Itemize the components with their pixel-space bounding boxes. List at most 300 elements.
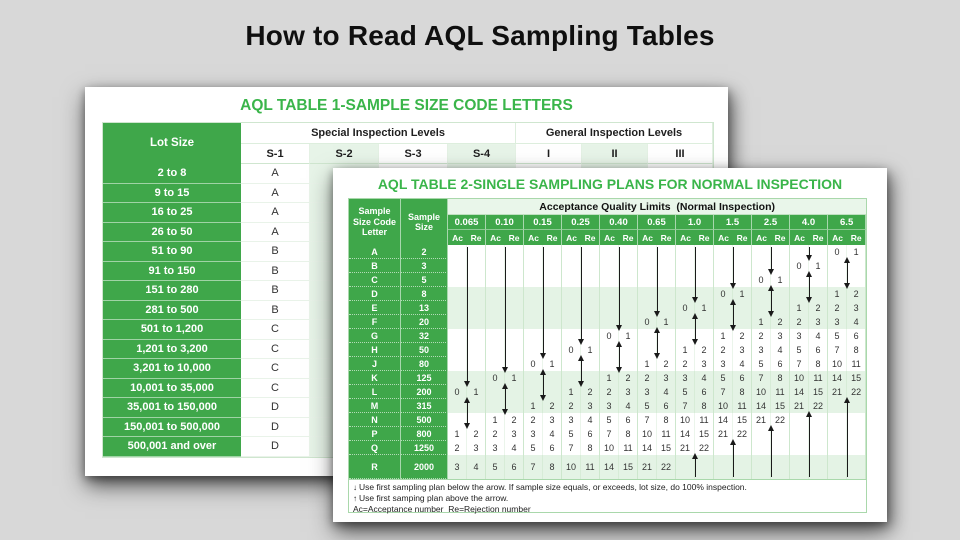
ac-value-cell: 1 — [638, 357, 657, 371]
re-value-cell — [581, 301, 600, 315]
ac-value-cell: 5 — [828, 329, 847, 343]
ac-value-cell: 21 — [714, 427, 733, 441]
code-letter-cell: A — [241, 164, 310, 184]
lot-size-cell: 10,001 to 35,000 — [103, 379, 241, 399]
re-value-cell: 3 — [543, 413, 562, 427]
re-value-cell: 6 — [505, 455, 524, 479]
re-value-cell — [733, 441, 752, 455]
re-value-cell: 4 — [581, 413, 600, 427]
ac-value-cell — [600, 357, 619, 371]
ac-value-cell: 3 — [448, 455, 467, 479]
code-letter-cell: J — [349, 357, 401, 371]
re-value-cell: 11 — [733, 399, 752, 413]
table2-title: AQL TABLE 2-SINGLE SAMPLING PLANS FOR NORMAL INSPECTION — [377, 176, 843, 192]
re-value-cell — [543, 343, 562, 357]
ac-value-cell — [448, 245, 467, 259]
re-value-cell — [505, 245, 524, 259]
ac-header: Ac — [600, 230, 619, 245]
re-value-cell — [657, 245, 676, 259]
ac-value-cell — [448, 287, 467, 301]
re-value-cell — [733, 301, 752, 315]
re-value-cell: 1 — [695, 301, 714, 315]
ac-value-cell — [828, 427, 847, 441]
sample-size-cell: 3 — [401, 259, 448, 273]
sample-size-cell: 315 — [401, 399, 448, 413]
re-value-cell: 3 — [847, 301, 866, 315]
ac-value-cell: 1 — [752, 315, 771, 329]
ac-value-cell — [562, 357, 581, 371]
lot-size-cell: 500,001 and over — [103, 437, 241, 457]
table-row — [349, 301, 866, 315]
ac-value-cell — [562, 245, 581, 259]
aql-value-header: 4.0 — [790, 215, 828, 230]
sample-size-cell: 50 — [401, 343, 448, 357]
re-header: Re — [809, 230, 828, 245]
lot-size-cell: 35,001 to 150,000 — [103, 398, 241, 418]
re-value-cell — [505, 399, 524, 413]
re-value-cell: 1 — [809, 259, 828, 273]
re-value-cell — [695, 287, 714, 301]
re-value-cell — [847, 441, 866, 455]
ac-value-cell: 0 — [828, 245, 847, 259]
re-value-cell: 22 — [809, 399, 828, 413]
ac-value-cell: 14 — [714, 413, 733, 427]
re-value-cell — [847, 413, 866, 427]
sample-size-cell: 80 — [401, 357, 448, 371]
footnote-text: Use first samping plan above the arrow. — [359, 493, 509, 503]
level-s1-header: S-1 — [241, 144, 310, 164]
re-value-cell — [543, 329, 562, 343]
ac-value-cell: 7 — [676, 399, 695, 413]
ac-value-cell: 3 — [676, 371, 695, 385]
re-value-cell — [695, 273, 714, 287]
ac-value-cell: 2 — [448, 441, 467, 455]
ac-value-cell: 2 — [638, 371, 657, 385]
re-value-cell: 2 — [505, 413, 524, 427]
re-value-cell — [619, 273, 638, 287]
ac-value-cell — [486, 329, 505, 343]
ac-value-cell — [524, 273, 543, 287]
re-value-cell — [771, 455, 790, 479]
re-value-cell — [467, 329, 486, 343]
ac-value-cell — [524, 315, 543, 329]
re-header: Re — [695, 230, 714, 245]
re-value-cell: 3 — [695, 357, 714, 371]
ac-value-cell — [752, 455, 771, 479]
sample-size-cell: 2 — [401, 245, 448, 259]
ac-value-cell: 10 — [828, 357, 847, 371]
re-value-cell: 1 — [581, 343, 600, 357]
ac-value-cell: 7 — [524, 455, 543, 479]
ac-value-cell — [676, 329, 695, 343]
code-letter-cell: B — [241, 301, 310, 321]
ac-value-cell — [486, 287, 505, 301]
re-value-cell: 8 — [657, 413, 676, 427]
ac-value-cell — [828, 273, 847, 287]
sample-size-cell: 1250 — [401, 441, 448, 455]
ac-value-cell — [714, 273, 733, 287]
ac-value-cell — [752, 287, 771, 301]
re-value-cell — [809, 287, 828, 301]
re-value-cell: 3 — [733, 343, 752, 357]
re-value-cell: 6 — [695, 385, 714, 399]
code-letter-cell: L — [349, 385, 401, 399]
re-value-cell: 1 — [543, 357, 562, 371]
re-value-cell: 15 — [733, 413, 752, 427]
re-value-cell — [543, 273, 562, 287]
re-value-cell: 2 — [543, 399, 562, 413]
ac-value-cell: 10 — [600, 441, 619, 455]
table-row — [349, 273, 866, 287]
ac-value-cell — [562, 301, 581, 315]
re-value-cell: 3 — [657, 371, 676, 385]
code-letter-cell: C — [241, 359, 310, 379]
ac-value-cell: 3 — [790, 329, 809, 343]
re-value-cell — [733, 245, 752, 259]
ac-value-cell — [486, 357, 505, 371]
ac-value-cell — [828, 455, 847, 479]
ac-value-cell: 10 — [714, 399, 733, 413]
ac-value-cell: 5 — [600, 413, 619, 427]
re-value-cell — [467, 245, 486, 259]
lot-size-cell: 51 to 90 — [103, 242, 241, 262]
ac-header: Ac — [752, 230, 771, 245]
aql-value-header: 0.25 — [562, 215, 600, 230]
table2-body — [349, 245, 866, 479]
aql-value-header: 0.15 — [524, 215, 562, 230]
aql-table2-card — [333, 168, 887, 522]
re-value-cell: 1 — [733, 287, 752, 301]
code-letter-cell: D — [349, 287, 401, 301]
level-i-header: I — [516, 144, 582, 164]
ac-value-cell: 7 — [714, 385, 733, 399]
ac-value-cell: 3 — [714, 357, 733, 371]
re-value-cell: 3 — [619, 385, 638, 399]
ac-value-cell — [676, 273, 695, 287]
code-letter-cell: B — [241, 242, 310, 262]
ac-value-cell — [486, 301, 505, 315]
ac-header: Ac — [524, 230, 543, 245]
code-letter-cell: Q — [349, 441, 401, 455]
ac-value-cell — [714, 315, 733, 329]
arrow-glyph-icon: ↓ — [353, 483, 357, 492]
ac-value-cell: 14 — [790, 385, 809, 399]
lot-size-cell: 3,201 to 10,000 — [103, 359, 241, 379]
ac-header: Ac — [562, 230, 581, 245]
code-letter-cell: C — [349, 273, 401, 287]
code-letter-cell: A — [241, 184, 310, 204]
ac-value-cell — [752, 245, 771, 259]
ac-value-cell: 21 — [752, 413, 771, 427]
re-value-cell — [657, 329, 676, 343]
re-value-cell: 6 — [771, 357, 790, 371]
ac-value-cell: 3 — [600, 399, 619, 413]
aql-value-header: 0.10 — [486, 215, 524, 230]
re-value-cell — [695, 329, 714, 343]
ac-value-cell — [828, 413, 847, 427]
re-value-cell: 15 — [809, 385, 828, 399]
ac-value-cell — [638, 343, 657, 357]
ac-value-cell — [828, 399, 847, 413]
ac-value-cell — [486, 385, 505, 399]
ac-value-cell — [448, 259, 467, 273]
re-value-cell — [733, 259, 752, 273]
ac-value-cell — [562, 315, 581, 329]
table-row — [349, 441, 866, 455]
re-value-cell: 3 — [771, 329, 790, 343]
ac-value-cell — [714, 441, 733, 455]
re-header: Re — [733, 230, 752, 245]
ac-value-cell — [638, 245, 657, 259]
ac-value-cell: 0 — [752, 273, 771, 287]
ac-value-cell — [448, 315, 467, 329]
general-inspection-levels-header: General Inspection Levels — [516, 123, 713, 144]
ac-value-cell — [486, 245, 505, 259]
ac-value-cell: 5 — [638, 399, 657, 413]
re-value-cell: 6 — [809, 343, 828, 357]
re-value-cell: 11 — [809, 371, 828, 385]
ac-value-cell — [448, 301, 467, 315]
re-value-cell — [695, 315, 714, 329]
ac-header: Ac — [714, 230, 733, 245]
ac-value-cell — [524, 343, 543, 357]
lot-size-cell: 16 to 25 — [103, 203, 241, 223]
sample-size-cell: 20 — [401, 315, 448, 329]
table-row — [349, 385, 866, 399]
lot-size-cell: 281 to 500 — [103, 301, 241, 321]
code-letter-cell: H — [349, 343, 401, 357]
ac-value-cell: 2 — [524, 413, 543, 427]
ac-header: Ac — [828, 230, 847, 245]
sample-size-code-letter-header: Sample Size Code Letter — [349, 199, 401, 245]
re-value-cell — [657, 343, 676, 357]
ac-value-cell — [638, 259, 657, 273]
table-row — [349, 371, 866, 385]
re-value-cell — [581, 315, 600, 329]
ac-header: Ac — [638, 230, 657, 245]
re-value-cell: 11 — [695, 413, 714, 427]
code-letter-cell: K — [349, 371, 401, 385]
re-value-cell — [809, 455, 828, 479]
re-value-cell: 22 — [695, 441, 714, 455]
ac-value-cell: 1 — [714, 329, 733, 343]
code-letter-cell: D — [241, 418, 310, 438]
re-value-cell — [771, 301, 790, 315]
re-value-cell: 3 — [505, 427, 524, 441]
re-value-cell: 4 — [543, 427, 562, 441]
ac-value-cell: 0 — [790, 259, 809, 273]
re-value-cell: 8 — [809, 357, 828, 371]
code-letter-cell: B — [241, 262, 310, 282]
re-value-cell: 4 — [733, 357, 752, 371]
ac-value-cell: 10 — [752, 385, 771, 399]
re-value-cell — [467, 259, 486, 273]
ac-value-cell — [486, 399, 505, 413]
re-value-cell — [581, 259, 600, 273]
re-value-cell — [657, 301, 676, 315]
ac-value-cell — [752, 427, 771, 441]
re-header: Re — [467, 230, 486, 245]
footnote-text: Ac=Acceptance number Re=Rejection number — [353, 504, 531, 514]
code-letter-cell: N — [349, 413, 401, 427]
ac-value-cell: 14 — [600, 455, 619, 479]
sample-size-cell: 125 — [401, 371, 448, 385]
acceptance-quality-limits-header: Acceptance Quality Limits (Normal Inspection) — [448, 199, 866, 215]
code-letter-cell: C — [241, 379, 310, 399]
table1-group-header-row — [103, 123, 713, 144]
code-letter-cell: M — [349, 399, 401, 413]
ac-value-cell: 14 — [752, 399, 771, 413]
re-value-cell: 22 — [657, 455, 676, 479]
ac-value-cell — [524, 245, 543, 259]
ac-value-cell — [562, 371, 581, 385]
re-value-cell — [619, 287, 638, 301]
sample-size-cell: 13 — [401, 301, 448, 315]
ac-value-cell: 3 — [524, 427, 543, 441]
ac-value-cell: 10 — [790, 371, 809, 385]
re-value-cell — [505, 343, 524, 357]
ac-value-cell — [524, 287, 543, 301]
table-row — [349, 245, 866, 259]
code-letter-cell: C — [241, 320, 310, 340]
re-value-cell — [467, 343, 486, 357]
re-value-cell — [695, 245, 714, 259]
sample-size-cell: 800 — [401, 427, 448, 441]
ac-value-cell: 21 — [828, 385, 847, 399]
re-value-cell — [505, 329, 524, 343]
ac-value-cell — [790, 413, 809, 427]
aql-value-header: 6.5 — [828, 215, 866, 230]
ac-value-cell — [676, 259, 695, 273]
re-value-cell — [619, 259, 638, 273]
re-value-cell: 11 — [581, 455, 600, 479]
ac-value-cell: 2 — [600, 385, 619, 399]
code-letter-cell: F — [349, 315, 401, 329]
re-value-cell: 3 — [809, 315, 828, 329]
ac-value-cell: 2 — [714, 343, 733, 357]
ac-value-cell — [562, 329, 581, 343]
ac-value-cell: 5 — [676, 385, 695, 399]
ac-header: Ac — [676, 230, 695, 245]
re-value-cell — [581, 245, 600, 259]
re-value-cell — [543, 371, 562, 385]
re-value-cell — [505, 315, 524, 329]
re-value-cell — [581, 287, 600, 301]
ac-value-cell — [600, 343, 619, 357]
ac-value-cell: 0 — [562, 343, 581, 357]
re-value-cell — [543, 287, 562, 301]
ac-value-cell: 7 — [562, 441, 581, 455]
re-value-cell — [467, 357, 486, 371]
ac-value-cell — [486, 315, 505, 329]
re-value-cell: 6 — [733, 371, 752, 385]
sample-size-cell: 200 — [401, 385, 448, 399]
re-value-cell — [847, 455, 866, 479]
level-s2-header: S-2 — [310, 144, 379, 164]
table-row — [349, 287, 866, 301]
ac-value-cell — [524, 259, 543, 273]
ac-value-cell — [448, 343, 467, 357]
ac-value-cell: 7 — [638, 413, 657, 427]
lot-size-cell: 91 to 150 — [103, 262, 241, 282]
re-value-cell: 3 — [581, 399, 600, 413]
re-value-cell — [847, 399, 866, 413]
ac-value-cell: 5 — [562, 427, 581, 441]
aql-value-header: 2.5 — [752, 215, 790, 230]
ac-value-cell — [790, 273, 809, 287]
code-letter-cell: B — [241, 281, 310, 301]
ac-value-cell — [448, 329, 467, 343]
re-value-cell — [619, 343, 638, 357]
ac-value-cell: 7 — [752, 371, 771, 385]
re-value-cell: 8 — [581, 441, 600, 455]
footnote-text: Use first sampling plan below the arow. If sample size equals, or exceeds, lot size, do 100% inspection. — [359, 482, 747, 492]
ac-value-cell — [752, 259, 771, 273]
level-ii-header: II — [582, 144, 648, 164]
ac-value-cell — [562, 287, 581, 301]
re-value-cell: 2 — [581, 385, 600, 399]
re-value-cell: 6 — [847, 329, 866, 343]
ac-value-cell — [790, 245, 809, 259]
re-value-cell: 4 — [695, 371, 714, 385]
ac-value-cell — [524, 329, 543, 343]
table-row — [349, 413, 866, 427]
ac-value-cell — [562, 259, 581, 273]
re-value-cell: 4 — [847, 315, 866, 329]
sample-size-cell: 8 — [401, 287, 448, 301]
re-value-cell: 15 — [619, 455, 638, 479]
ac-header: Ac — [486, 230, 505, 245]
ac-value-cell — [600, 301, 619, 315]
re-value-cell: 2 — [847, 287, 866, 301]
aql-value-header: 0.40 — [600, 215, 638, 230]
ac-value-cell: 10 — [562, 455, 581, 479]
ac-value-cell — [638, 273, 657, 287]
sample-size-cell: 32 — [401, 329, 448, 343]
ac-value-cell — [600, 273, 619, 287]
ac-value-cell — [562, 273, 581, 287]
re-value-cell — [543, 259, 562, 273]
re-value-cell — [543, 315, 562, 329]
lot-size-header: Lot Size — [103, 123, 241, 164]
re-value-cell — [543, 301, 562, 315]
lot-size-cell: 501 to 1,200 — [103, 320, 241, 340]
re-value-cell — [847, 273, 866, 287]
table-row — [349, 455, 866, 479]
ac-value-cell: 0 — [448, 385, 467, 399]
ac-value-cell — [714, 259, 733, 273]
ac-value-cell: 0 — [486, 371, 505, 385]
re-value-cell — [505, 259, 524, 273]
ac-value-cell: 7 — [600, 427, 619, 441]
table-row — [349, 399, 866, 413]
re-value-cell — [771, 245, 790, 259]
ac-value-cell — [714, 301, 733, 315]
ac-value-cell — [676, 315, 695, 329]
re-value-cell: 11 — [847, 357, 866, 371]
ac-value-cell — [752, 301, 771, 315]
re-value-cell: 6 — [619, 413, 638, 427]
re-value-cell — [581, 273, 600, 287]
ac-value-cell — [600, 259, 619, 273]
ac-value-cell — [676, 455, 695, 479]
re-header: Re — [619, 230, 638, 245]
re-value-cell: 4 — [657, 385, 676, 399]
re-value-cell — [847, 427, 866, 441]
re-value-cell: 1 — [505, 371, 524, 385]
lot-size-cell: 151 to 280 — [103, 281, 241, 301]
re-value-cell — [619, 315, 638, 329]
